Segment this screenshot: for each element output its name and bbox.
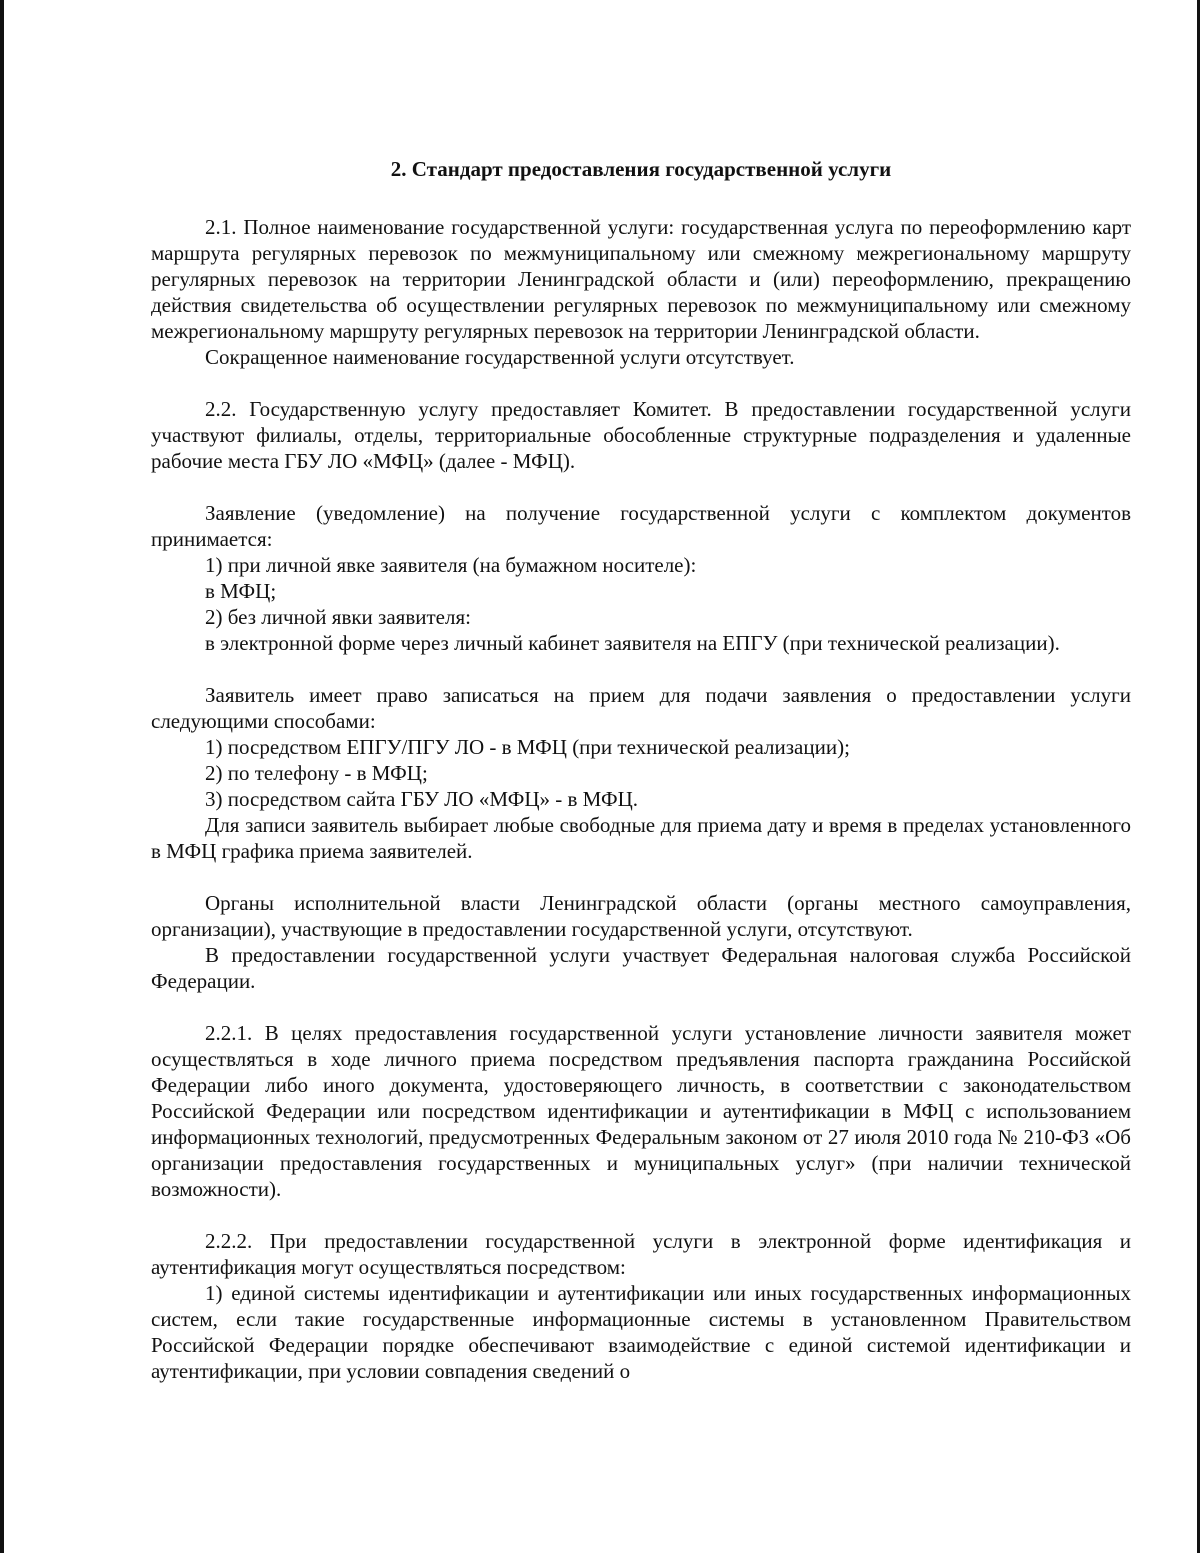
list-item: 2) без личной явки заявителя: [205,605,471,629]
spacer [151,370,1131,396]
paragraph-2-2-1: 2.2.1. В целях предоставления государственной услуги установление личности заявителя может осуществляться в ходе личного приема посредством предъявления паспорта гражданина Российской Федерации либо иного документа, удостоверяющего личность, в соответствии с законодательством Российской Федерации или посредством идентификации и аутентификации в МФЦ с использованием информационных технологий, предусмотренных Федеральным законом от 27 июля 2010 года № 210-ФЗ «Об организации предоставления государственных и муниципальных услуг» (при наличии технической возможности). [151,1021,1131,1201]
list-item: 3) посредством сайта ГБУ ЛО «МФЦ» - в МФЦ. [205,787,639,811]
paragraph-schedule: Для записи заявитель выбирает любые свободные для приема дату и время в пределах установленного в МФЦ графика приема заявителей. [151,813,1131,863]
list-item: 1) при личной явке заявителя (на бумажном носителе): [205,553,697,577]
list-item: 1) единой системы идентификации и аутентификации или иных государственных информационных систем, если такие государственные информационные системы в установленном Правительством Российской Федерации порядке обеспечивают взаимодействие с единой системой идентификации и аутентификации, при условии совпадения сведений о [151,1281,1131,1383]
spacer [151,864,1131,890]
spacer [151,656,1131,682]
spacer [151,474,1131,500]
paragraph-tax-service: В предоставлении государственной услуги участвует Федеральная налоговая служба Российской Федерации. [151,943,1131,993]
paragraph-2-2-2: 2.2.2. При предоставлении государственной услуги в электронной форме идентификация и аутентификация могут осуществляться посредством: [151,1229,1131,1279]
section-heading: 2. Стандарт предоставления государственной услуги [390,157,892,181]
paragraph-2-2: 2.2. Государственную услугу предоставляет Комитет. В предоставлении государственной услуги участвуют филиалы, отделы, территориальные обособленные структурные подразделения и удаленные рабочие места ГБУ ЛО «МФЦ» (далее - МФЦ). [151,397,1131,473]
paragraph-2-1: 2.1. Полное наименование государственной услуги: государственная услуга по переоформлению карт маршрута регулярных перевозок по межмуниципальному или смежному межрегиональному маршруту регулярных перевозок на территории Ленинградской области и (или) переоформлению, прекращению действия свидетельства об осуществлении регулярных перевозок по межмуниципальному или смежному межрегиональному маршруту регулярных перевозок на территории Ленинградской области. [151,215,1131,343]
list-item: 2) по телефону - в МФЦ; [205,761,428,785]
document-page [151,150,1131,1384]
spacer [151,994,1131,1020]
list-item: 1) посредством ЕПГУ/ПГУ ЛО - в МФЦ (при технической реализации); [205,735,850,759]
list-item: в электронной форме через личный кабинет заявителя на ЕПГУ (при технической реализации). [205,631,1060,655]
paragraph-application: Заявление (уведомление) на получение государственной услуги с комплектом документов принимается: [151,501,1131,551]
scan-left-edge [0,0,4,1553]
paragraph-appointment: Заявитель имеет право записаться на прием для подачи заявления о предоставлении услуги следующими способами: [151,683,1131,733]
paragraph-authorities: Органы исполнительной власти Ленинградской области (органы местного самоуправления, организации), участвующие в предоставлении государственной услуги, отсутствуют. [151,891,1131,941]
list-item: в МФЦ; [205,579,277,603]
paragraph-short-name: Сокращенное наименование государственной услуги отсутствует. [205,345,795,369]
spacer [151,1202,1131,1228]
